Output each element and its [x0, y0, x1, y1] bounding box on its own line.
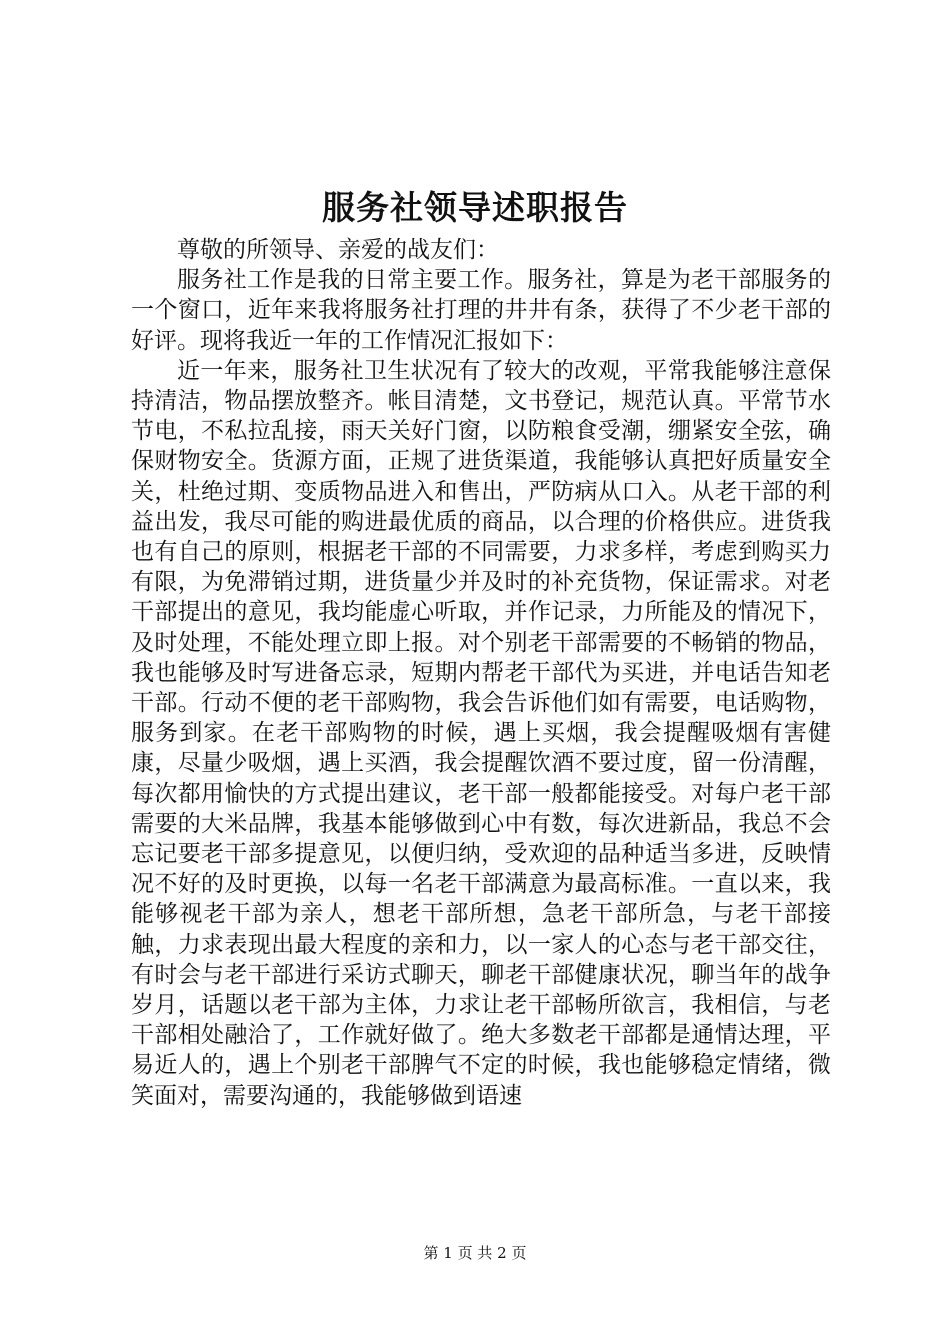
body-paragraph: 近一年来，服务社卫生状况有了较大的改观，平常我能够注意保持清洁，物品摆放整齐。帐目清楚，文书登记，规范认真。平常节水节电，不私拉乱接，雨天关好门窗，以防粮食受潮，绷紧安全弦，确保财物安全。货源方面，正规了进货渠道，我能够认真把好质量安全关，杜绝过期、变质物品进入和售出，严防病从口入。从老干部的利益出发，我尽可能的购进最优质的商品，以合理的价格供应。进货我也有自己的原则，根据老干部的不同需要，力求多样，考虑到购买力有限，为免滞销过期，进货量少并及时的补充货物，保证需求。对老干部提出的意见，我均能虚心听取，并作记录，力所能及的情况下，及时处理，不能处理立即上报。对个别老干部需要的不畅销的物品，我也能够及时写进备忘录，短期内帮老干部代为买进，并电话告知老干部。行动不便的老干部购物，我会告诉他们如有需要，电话购物，服务到家。在老干部购物的时候，遇上买烟，我会提醒吸烟有害健康，尽量少吸烟，遇上买酒，我会提醒饮酒不要过度，留一份清醒，每次都用愉快的方式提出建议，老干部一般都能接受。对每户老干部需要的大米品牌，我基本能够做到心中有数，每次进新品，我总不会忘记要老干部多提意见，以便归纳，受欢迎的品种适当多进，反映情况不好的及时更换，以每一名老干部满意为最高标准。一直以来，我能够视老干部为亲人，想老干部所想，急老干部所急，与老干部接触，力求表现出最大程度的亲和力，以一家人的心态与老干部交往，有时会与老干部进行采访式聊天，聊老干部健康状况，聊当年的战争岁月，话题以老干部为主体，力求让老干部畅所欲言，我相信，与老干部相处融洽了，工作就好做了。绝大多数老干部都是通情达理，平易近人的，遇上个别老干部脾气不定的时候，我也能够稳定情绪，微笑面对，需要沟通的，我能够做到语速: [131, 357, 831, 1109]
greeting-paragraph: 尊敬的所领导、亲爱的战友们：: [177, 237, 499, 263]
body-paragraph: 服务社工作是我的日常主要工作。服务社，算是为老干部服务的一个窗口，近年来我将服务社打理的井井有条，获得了不少老干部的好评。现将我近一年的工作情况汇报如下：: [131, 267, 831, 354]
page-footer: 第 1 页 共 2 页: [423, 1244, 527, 1262]
document-title: 服务社领导述职报告: [322, 188, 628, 227]
document-body: [131, 235, 831, 1111]
